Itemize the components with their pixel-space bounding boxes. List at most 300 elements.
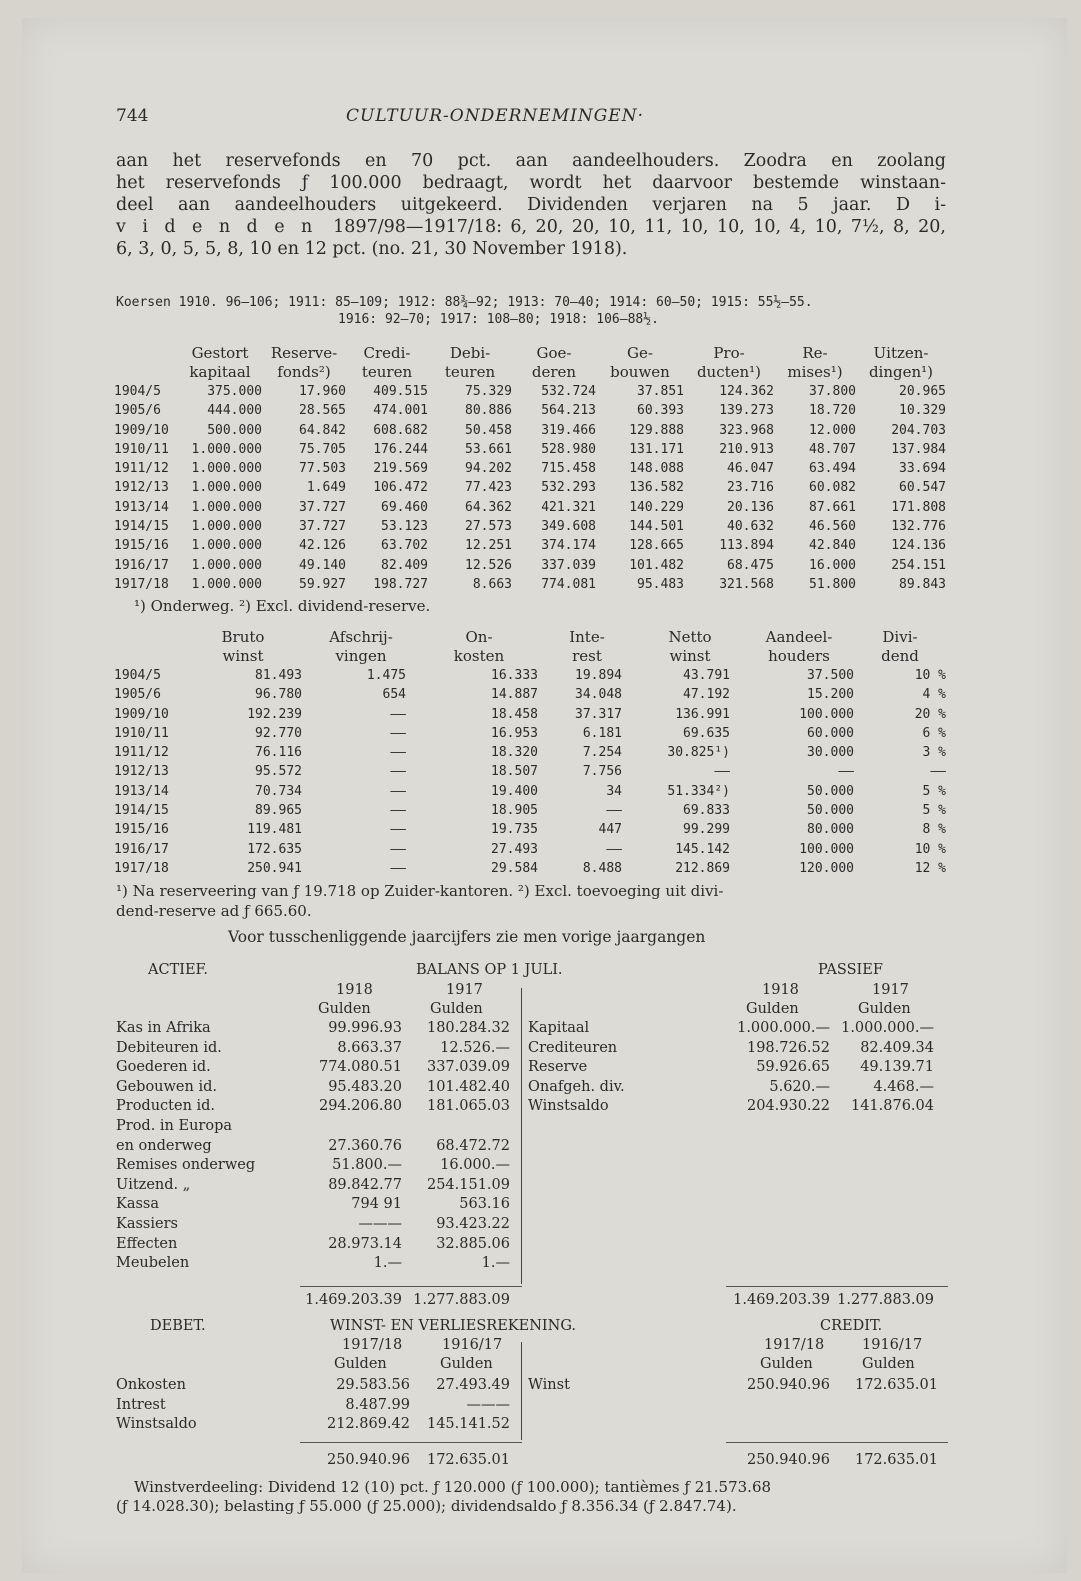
dividenden-word: v i d e n d e n bbox=[116, 217, 317, 237]
wv-title: WINST- EN VERLIESREKENING. bbox=[330, 1318, 576, 1334]
table2-cell: 16.333 bbox=[491, 668, 538, 683]
balans-actief-label: Goederen id. bbox=[116, 1059, 211, 1076]
table1-cell: 337.039 bbox=[541, 557, 596, 573]
table2-cell: 212.869 bbox=[675, 860, 730, 876]
table2-cell: 14.887 bbox=[491, 687, 538, 703]
table2-year-cell: 1913/14 bbox=[114, 783, 169, 799]
table2-header-cell: Aandeel- bbox=[765, 628, 833, 646]
balans-right-rule bbox=[726, 1286, 948, 1287]
table1-row bbox=[114, 536, 946, 555]
table2-cell: 47.192 bbox=[683, 687, 730, 703]
table1-cell: 132.776 bbox=[891, 519, 946, 535]
table1-cell: 532.724 bbox=[541, 384, 596, 399]
table2-cell: —— bbox=[390, 706, 406, 722]
table1-cell: 774.081 bbox=[541, 576, 596, 592]
table2-year-cell: 1912/13 bbox=[114, 764, 169, 780]
table2-year-cell: 1905/6 bbox=[114, 687, 161, 703]
table1-header-row bbox=[114, 363, 946, 382]
balans-actief-label: Prod. in Europa bbox=[116, 1118, 233, 1134]
table1-footnote: ¹) Onderweg. ²) Excl. dividend-reserve. bbox=[134, 597, 431, 615]
table2-cell: 95.572 bbox=[255, 764, 302, 780]
table1-cell: 64.842 bbox=[299, 422, 346, 438]
table2-header-cell: vingen bbox=[335, 647, 387, 665]
wv-right-total1: 250.940.96 bbox=[746, 1452, 830, 1468]
table1-cell: 82.409 bbox=[381, 557, 428, 573]
table1-cell: 124.136 bbox=[891, 538, 946, 554]
table1-cell: 564.213 bbox=[541, 403, 596, 419]
table1-cell: 136.582 bbox=[629, 480, 684, 496]
table1-cell: 27.573 bbox=[465, 519, 512, 535]
table2-year-cell: 1910/11 bbox=[114, 725, 169, 741]
balans-left-rule bbox=[300, 1286, 522, 1287]
table1-cell: 33.694 bbox=[899, 461, 946, 477]
table2-cell: 447 bbox=[598, 822, 622, 838]
table2-cell: 4 % bbox=[922, 687, 946, 703]
wv-left-unit2: Gulden bbox=[440, 1356, 493, 1372]
table1-cell: 204.703 bbox=[891, 422, 946, 438]
table1-cell: 64.362 bbox=[465, 499, 512, 515]
balans-passief-value: 5.620.— bbox=[769, 1078, 830, 1095]
table2-cell: 18.507 bbox=[491, 764, 538, 780]
table1-cell: 532.293 bbox=[541, 480, 596, 496]
table2-header-cell: rest bbox=[572, 647, 602, 665]
table1-year-cell: 1909/10 bbox=[114, 422, 169, 438]
table2-cell: 12 % bbox=[914, 860, 946, 876]
table2-row bbox=[114, 859, 946, 878]
table1-row bbox=[114, 556, 946, 575]
table2-year-cell: 1904/5 bbox=[114, 668, 161, 683]
table2-year-cell: 1917/18 bbox=[114, 860, 169, 876]
table2-cell: —— bbox=[390, 725, 406, 741]
page-number: 744 bbox=[116, 106, 149, 126]
table1-header-cell: Ge- bbox=[627, 344, 653, 362]
table2-cell: 5 % bbox=[922, 783, 946, 799]
table2-cell: 1.475 bbox=[366, 668, 406, 683]
balans-actief-value: 180.284.32 bbox=[426, 1020, 510, 1036]
table1-row bbox=[114, 575, 946, 594]
balans-passief-value: 1.000.000.— bbox=[841, 1020, 934, 1036]
table2-row bbox=[114, 743, 946, 762]
table1-header-cell: Pro- bbox=[713, 344, 745, 362]
table1-year-cell: 1912/13 bbox=[114, 480, 169, 496]
table1-cell: 37.727 bbox=[299, 499, 346, 515]
table1-cell: 500.000 bbox=[207, 422, 262, 438]
table2-header-cell: dend bbox=[881, 647, 919, 665]
table1-year-cell: 1904/5 bbox=[114, 384, 161, 399]
table1-cell: 113.894 bbox=[719, 538, 774, 554]
table1-header-cell: fonds²) bbox=[277, 363, 331, 381]
table1-cell: 129.888 bbox=[629, 422, 684, 438]
table2-year-cell: 1911/12 bbox=[114, 745, 169, 761]
table1-cell: 198.727 bbox=[373, 576, 428, 592]
balans-actief-label: Kas in Afrika bbox=[116, 1020, 211, 1036]
table1-cell: 1.000.000 bbox=[191, 499, 262, 515]
table1-year-cell: 1911/12 bbox=[114, 461, 169, 477]
balans-actief-label: Meubelen bbox=[116, 1255, 190, 1272]
table1-cell: 60.082 bbox=[809, 480, 856, 496]
table1-row bbox=[114, 382, 946, 401]
table2-cell: 10 % bbox=[914, 668, 946, 683]
table1-cell: 49.140 bbox=[299, 557, 346, 573]
table2-cell: —— bbox=[930, 764, 946, 780]
table1-cell: 18.720 bbox=[809, 403, 856, 419]
table1-cell: 8.663 bbox=[472, 576, 512, 592]
table1-cell: 444.000 bbox=[207, 403, 262, 419]
table2-cell: 80.000 bbox=[807, 822, 854, 838]
table1-cell: 68.475 bbox=[727, 557, 774, 573]
table1-header-row bbox=[114, 344, 946, 363]
table1-header-cell: Uitzen- bbox=[873, 344, 929, 362]
table2-cell: 18.458 bbox=[491, 706, 538, 722]
table1-row bbox=[114, 478, 946, 497]
table2-header-cell: Bruto bbox=[221, 628, 265, 646]
balans-actief-label: Remises onderweg bbox=[116, 1157, 256, 1174]
wv-left-unit1: Gulden bbox=[334, 1356, 387, 1372]
table2-cell: 43.791 bbox=[683, 668, 730, 683]
balans-actief-value: 8.663.37 bbox=[337, 1039, 402, 1056]
intro-line bbox=[116, 194, 946, 216]
balans-right-year2: 1917 bbox=[872, 982, 909, 998]
balans-left-total2: 1.277.883.09 bbox=[413, 1292, 510, 1308]
table1-row bbox=[114, 517, 946, 536]
table2-cell: 81.493 bbox=[255, 668, 302, 683]
debet-heading: DEBET. bbox=[150, 1318, 206, 1334]
winstverdeeling-line1: Winstverdeeling: Dividend 12 (10) pct. ƒ 120.000 (ƒ 100.000); tantièmes ƒ 21.573.68 bbox=[134, 1478, 772, 1496]
table1-header-cell: Gestort bbox=[191, 344, 249, 362]
table2-cell: 654 bbox=[382, 687, 406, 703]
balans-passief-label: Kapitaal bbox=[528, 1020, 590, 1036]
wv-debet-value: ——— bbox=[466, 1396, 510, 1413]
balans-actief-value: 12.526.— bbox=[440, 1039, 510, 1056]
table2-cell: 51.334²) bbox=[667, 783, 730, 799]
table1-cell: 69.460 bbox=[381, 499, 428, 515]
table2-cell: 37.500 bbox=[807, 668, 854, 683]
table2-header-cell: houders bbox=[768, 647, 830, 665]
table1-cell: 101.482 bbox=[629, 557, 684, 573]
table2-header-row bbox=[114, 647, 946, 666]
wv-debet-value: 8.487.99 bbox=[345, 1396, 410, 1413]
table1-cell: 137.984 bbox=[891, 441, 946, 457]
table1-row bbox=[114, 440, 946, 459]
balans-passief-value: 82.409.34 bbox=[860, 1039, 934, 1056]
table2-cell: 3 % bbox=[922, 745, 946, 761]
balans-right-unit1: Gulden bbox=[746, 1001, 799, 1017]
balans-left-year2: 1917 bbox=[446, 982, 483, 998]
table1-cell: 12.526 bbox=[465, 557, 512, 573]
wv-right-unit2: Gulden bbox=[862, 1356, 915, 1372]
table2-cell: —— bbox=[606, 841, 622, 857]
balans-passief-value: 141.876.04 bbox=[850, 1098, 934, 1115]
table1-cell: 140.229 bbox=[629, 499, 684, 515]
balans-left-total1: 1.469.203.39 bbox=[305, 1292, 402, 1308]
balans-actief-value: 337.039.09 bbox=[426, 1059, 510, 1076]
table2-cell: 29.584 bbox=[491, 860, 538, 876]
balans-divider bbox=[521, 988, 522, 1284]
balans-left-unit2: Gulden bbox=[430, 1001, 483, 1017]
balans-actief-value: 563.16 bbox=[459, 1196, 510, 1213]
table1-cell: 75.705 bbox=[299, 441, 346, 457]
table1-year-cell: 1910/11 bbox=[114, 441, 169, 457]
balans-passief-value: 4.468.— bbox=[873, 1078, 934, 1095]
table1-cell: 1.000.000 bbox=[191, 576, 262, 592]
table1-cell: 1.000.000 bbox=[191, 461, 262, 477]
balans-passief-value: 204.930.22 bbox=[746, 1098, 830, 1115]
actief-heading: ACTIEF. bbox=[148, 962, 208, 978]
wv-debet-value: 29.583.56 bbox=[336, 1377, 410, 1393]
wv-debet-value: 27.493.49 bbox=[436, 1377, 510, 1393]
table1-cell: 106.472 bbox=[373, 480, 428, 496]
table1-cell: 1.000.000 bbox=[191, 538, 262, 554]
table1-header-cell: bouwen bbox=[610, 363, 670, 381]
table1-cell: 171.808 bbox=[891, 499, 946, 515]
table1-cell: 375.000 bbox=[207, 384, 262, 399]
credit-heading: CREDIT. bbox=[820, 1318, 883, 1334]
table1-cell: 148.088 bbox=[629, 461, 684, 477]
table1-header-cell: teuren bbox=[444, 363, 496, 381]
table2-cell: 100.000 bbox=[799, 706, 854, 722]
table2-cell: 30.825¹) bbox=[667, 745, 730, 761]
table1-row bbox=[114, 498, 946, 517]
table2-cell: 192.239 bbox=[247, 706, 302, 722]
balans-actief-value: 794 91 bbox=[351, 1196, 402, 1213]
intro-line-text: deel aan aandeelhouders uitgekeerd. Dividenden verjaren na 5 jaar. bbox=[116, 195, 872, 215]
table2-row bbox=[114, 782, 946, 801]
table1-cell: 87.661 bbox=[809, 499, 856, 515]
balans-right-total2: 1.277.883.09 bbox=[837, 1292, 934, 1308]
table1-cell: 48.707 bbox=[809, 441, 856, 457]
table2-cell: 34 bbox=[606, 783, 622, 799]
koersen-line: 1916: 92—70; 1917: 108—80; 1918: 106—88½. bbox=[338, 312, 659, 327]
balans-passief-value: 49.139.71 bbox=[860, 1059, 934, 1076]
intro-line bbox=[116, 216, 946, 238]
intro-line: 6, 3, 0, 5, 5, 8, 10 en 12 pct. (no. 21, 30 November 1918). bbox=[116, 239, 628, 259]
table1-cell: 12.000 bbox=[809, 422, 856, 438]
table1-cell: 474.001 bbox=[373, 403, 428, 419]
table2-cell: 69.833 bbox=[683, 803, 730, 819]
balans-passief-value: 59.926.65 bbox=[756, 1059, 830, 1076]
wv-divider bbox=[521, 1342, 522, 1440]
table1-cell: 46.047 bbox=[727, 461, 774, 477]
table1-cell: 608.682 bbox=[373, 422, 428, 438]
table2-header-cell: winst bbox=[222, 647, 264, 665]
table1-cell: 20.136 bbox=[727, 499, 774, 515]
wv-debet-value: 212.869.42 bbox=[326, 1416, 410, 1433]
balans-actief-value: 1.— bbox=[373, 1255, 402, 1272]
table1-cell: 144.501 bbox=[629, 519, 684, 535]
table2-cell: 99.299 bbox=[683, 822, 730, 838]
balans-actief-label: Effecten bbox=[116, 1235, 178, 1252]
table2-row bbox=[114, 840, 946, 859]
table1-header-cell bbox=[114, 344, 178, 363]
table1-header-cell: Credi- bbox=[363, 344, 411, 362]
table1-cell: 210.913 bbox=[719, 441, 774, 457]
running-title: CULTUUR-ONDERNEMINGEN· bbox=[346, 106, 644, 126]
table1-cell: 89.843 bbox=[899, 576, 946, 592]
table1-header-cell: Debi- bbox=[449, 344, 491, 362]
table2-row bbox=[114, 762, 946, 781]
table1-cell: 254.151 bbox=[891, 557, 946, 573]
table2-cell: 136.991 bbox=[675, 706, 730, 722]
table1-row bbox=[114, 459, 946, 478]
table1-cell: 131.171 bbox=[629, 441, 684, 457]
table1-cell: 219.569 bbox=[373, 461, 428, 477]
table1-cell: 319.466 bbox=[541, 422, 596, 438]
table1-header-cell: kapitaal bbox=[189, 363, 251, 381]
table1-year-cell: 1913/14 bbox=[114, 499, 169, 515]
table2-cell: —— bbox=[390, 745, 406, 761]
table2-header-cell: winst bbox=[669, 647, 711, 665]
table2-cell: 50.000 bbox=[807, 803, 854, 819]
table1-header-cell: Reserve- bbox=[270, 344, 338, 362]
table2-cell: 70.734 bbox=[255, 783, 302, 799]
table2-cell: —— bbox=[714, 764, 730, 780]
balans-actief-value: ——— bbox=[358, 1216, 402, 1232]
table1-cell: 37.800 bbox=[809, 384, 856, 399]
balans-passief-label: Crediteuren bbox=[528, 1039, 618, 1056]
table1-cell: 1.000.000 bbox=[191, 519, 262, 535]
balans-left-year1: 1918 bbox=[336, 982, 373, 998]
wv-credit-value: 172.635.01 bbox=[854, 1377, 938, 1393]
table2-cell: 19.894 bbox=[575, 668, 622, 683]
table2-header-cell: On- bbox=[465, 628, 493, 646]
table1-cell: 37.727 bbox=[299, 519, 346, 535]
balans-actief-value: 27.360.76 bbox=[328, 1137, 402, 1154]
table1-cell: 42.126 bbox=[299, 538, 346, 554]
table2-row bbox=[114, 820, 946, 839]
table2-year-cell: 1916/17 bbox=[114, 841, 169, 857]
table2-cell: 20 % bbox=[914, 706, 946, 722]
table2-cell: 10 % bbox=[914, 841, 946, 857]
wv-left-rule bbox=[300, 1442, 522, 1443]
balans-right-total1: 1.469.203.39 bbox=[733, 1292, 830, 1308]
table2-cell: 69.635 bbox=[683, 725, 730, 741]
table2-cell: 6.181 bbox=[582, 725, 622, 741]
table1-cell: 63.702 bbox=[381, 538, 428, 554]
wv-right-unit1: Gulden bbox=[760, 1356, 813, 1372]
table2-cell: —— bbox=[390, 764, 406, 780]
table2-cell: 7.756 bbox=[582, 764, 622, 780]
balans-actief-value: 294.206.80 bbox=[318, 1098, 402, 1115]
table1-cell: 80.886 bbox=[465, 403, 512, 419]
balans-actief-value: 101.482.40 bbox=[426, 1078, 510, 1095]
wv-left-year1: 1917/18 bbox=[342, 1337, 403, 1353]
table2-header-cell bbox=[114, 628, 184, 647]
table2-header-cell: Afschrij- bbox=[329, 628, 393, 646]
table2-cell: 18.320 bbox=[491, 745, 538, 761]
wv-credit-label: Winst bbox=[528, 1377, 570, 1393]
balans-actief-label: Kassiers bbox=[116, 1216, 178, 1232]
table2-cell: 76.116 bbox=[255, 745, 302, 761]
balans-actief-label: Gebouwen id. bbox=[116, 1078, 217, 1095]
balans-actief-value: 68.472.72 bbox=[436, 1137, 510, 1154]
koersen-block bbox=[116, 294, 946, 328]
balans-actief-value: 51.800.— bbox=[332, 1157, 402, 1174]
table2-row bbox=[114, 666, 946, 685]
table2-cell: —— bbox=[390, 783, 406, 799]
table1-header-cell: deren bbox=[531, 363, 577, 381]
table2-cell: 7.254 bbox=[582, 745, 622, 761]
table2-cell: 27.493 bbox=[491, 841, 538, 857]
intro-line-end: D i- bbox=[895, 195, 946, 215]
table2-header-row bbox=[114, 628, 946, 647]
table2-cell: 92.770 bbox=[255, 725, 302, 741]
profit-history-table bbox=[114, 628, 946, 878]
table1-year-cell: 1916/17 bbox=[114, 557, 169, 573]
table1-cell: 128.665 bbox=[629, 538, 684, 554]
table2-header-cell: Netto bbox=[668, 628, 712, 646]
balans-actief-label: Producten id. bbox=[116, 1098, 216, 1115]
wv-debet-value: 145.141.52 bbox=[426, 1416, 510, 1433]
table2-header-cell: Inte- bbox=[569, 628, 605, 646]
table1-header-cell: dingen¹) bbox=[868, 363, 934, 381]
table2-year-cell: 1915/16 bbox=[114, 822, 169, 838]
table2-year-cell: 1914/15 bbox=[114, 803, 169, 819]
table2-cell: 16.953 bbox=[491, 725, 538, 741]
table1-cell: 59.927 bbox=[299, 576, 346, 592]
table1-year-cell: 1905/6 bbox=[114, 403, 161, 419]
table1-cell: 28.565 bbox=[299, 403, 346, 419]
wv-right-year1: 1917/18 bbox=[764, 1337, 825, 1353]
table2-cell: —— bbox=[838, 764, 854, 780]
table1-cell: 63.494 bbox=[809, 461, 856, 477]
table2-row bbox=[114, 705, 946, 724]
table2-cell: 60.000 bbox=[807, 725, 854, 741]
koersen-line: Koersen 1910. 96—106; 1911: 85—109; 1912: 88¾—92; 1913: 70—40; 1914: 60—50; 1915: 55½—55. bbox=[116, 295, 813, 310]
balans-actief-value: 16.000.— bbox=[440, 1157, 510, 1174]
table2-cell: —— bbox=[390, 803, 406, 819]
table1-cell: 17.960 bbox=[299, 384, 346, 399]
table2-cell: 6 % bbox=[922, 725, 946, 741]
table1-cell: 176.244 bbox=[373, 441, 428, 457]
balance-history-table bbox=[114, 344, 946, 594]
table1-year-cell: 1915/16 bbox=[114, 538, 169, 554]
balans-actief-value: 93.423.22 bbox=[436, 1216, 510, 1232]
table1-cell: 37.851 bbox=[637, 384, 684, 399]
table2-footnote-1: ¹) Na reserveering van ƒ 19.718 op Zuider-kantoren. ²) Excl. toevoeging uit divi- bbox=[116, 882, 724, 900]
balans-actief-label: Uitzend. „ bbox=[116, 1176, 191, 1193]
table1-cell: 323.968 bbox=[719, 422, 774, 438]
balans-actief-value: 1.— bbox=[481, 1255, 510, 1272]
table1-year-cell: 1917/18 bbox=[114, 576, 169, 592]
balans-actief-value: 28.973.14 bbox=[328, 1235, 402, 1252]
balans-actief-value: 99.996.93 bbox=[328, 1020, 402, 1036]
table1-cell: 1.649 bbox=[306, 480, 346, 496]
table2-header-cell: kosten bbox=[453, 647, 505, 665]
balans-actief-label: Debiteuren id. bbox=[116, 1039, 222, 1056]
wv-right-rule bbox=[726, 1442, 948, 1443]
table1-cell: 53.123 bbox=[381, 519, 428, 535]
table1-cell: 421.321 bbox=[541, 499, 596, 515]
table1-cell: 53.661 bbox=[465, 441, 512, 457]
table1-cell: 50.458 bbox=[465, 422, 512, 438]
balans-passief-label: Winstsaldo bbox=[528, 1098, 609, 1115]
wv-left-total1: 250.940.96 bbox=[326, 1452, 410, 1468]
passief-heading: PASSIEF bbox=[818, 962, 883, 978]
winstverdeeling-line2: (ƒ 14.028.30); belasting ƒ 55.000 (ƒ 25.000); dividendsaldo ƒ 8.356.34 (ƒ 2.847.74). bbox=[116, 1497, 737, 1515]
table1-cell: 409.515 bbox=[373, 384, 428, 399]
table1-cell: 51.800 bbox=[809, 576, 856, 592]
balans-passief-value: 198.726.52 bbox=[746, 1039, 830, 1056]
wv-debet-label: Intrest bbox=[116, 1396, 166, 1413]
table2-cell: 145.142 bbox=[675, 841, 730, 857]
table2-row bbox=[114, 685, 946, 704]
table2-cell: —— bbox=[606, 803, 622, 819]
table1-header-cell bbox=[114, 363, 178, 382]
wv-credit-value: 250.940.96 bbox=[746, 1377, 830, 1393]
intro-line-text: 1897/98—1917/18: 6, 20, 20, 10, 11, 10, 10, 10, 4, 10, 7½, 8, 20, bbox=[333, 217, 946, 237]
wv-right-year2: 1916/17 bbox=[862, 1337, 923, 1353]
table1-cell: 23.716 bbox=[727, 480, 774, 496]
